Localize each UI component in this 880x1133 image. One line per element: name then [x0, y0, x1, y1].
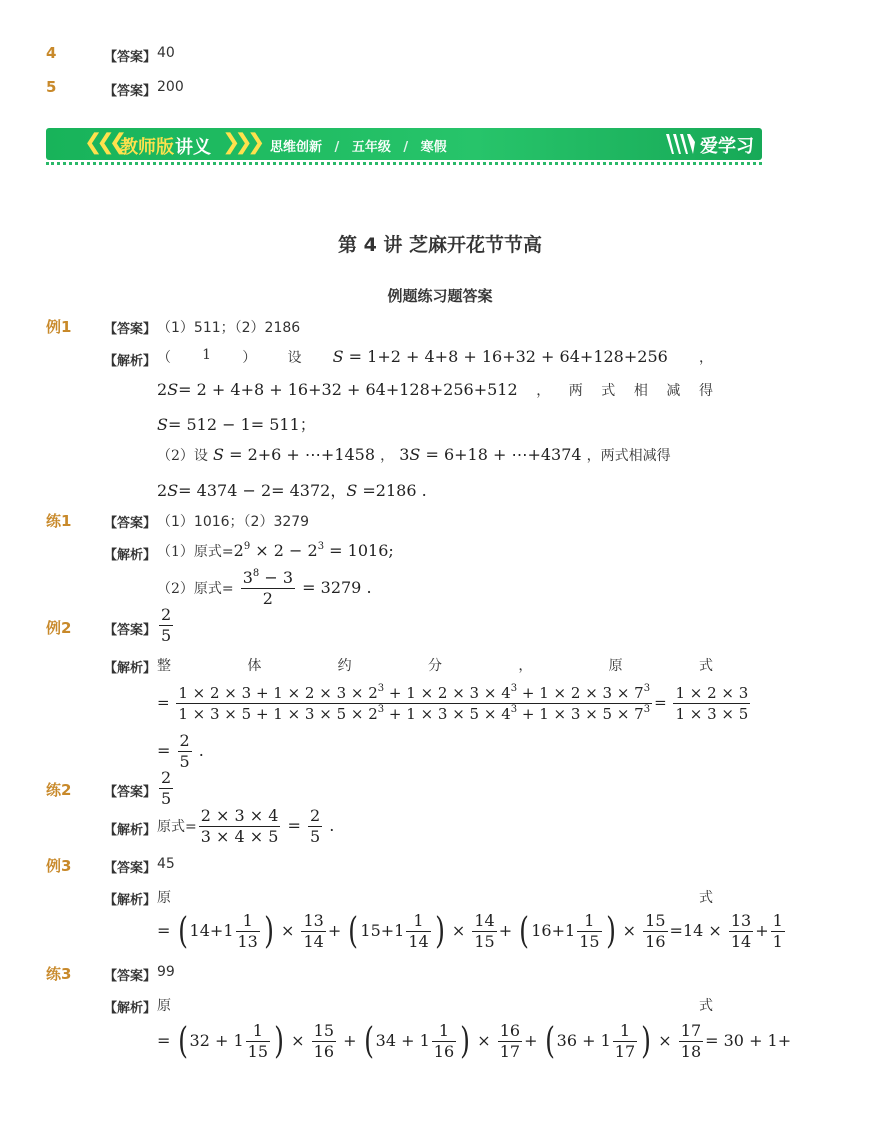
breadcrumb-item: 寒假	[420, 140, 447, 155]
chevrons-left-icon: ❮❮❮	[84, 130, 122, 155]
breadcrumb	[270, 136, 447, 155]
pr2-analysis-line1: 原式= $\frac{2 \times 3 \times 4}{3 \times 4 \times 5}$ = $\frac{2}{5}$ .	[157, 806, 335, 846]
answer-value: （1）511；（2）2186	[157, 320, 301, 336]
answer-value: $\frac{2}{5}$	[161, 605, 172, 645]
ex2-analysis-line2: = $\frac{1 \times 2 \times 3 + 1 \times 2 \times 3 \times 2^3 + 1 \times 2 \times 3 \times 4^3 + 1 \times 2 \times 3 \times 7^3}{1 \times 3 \times 5 + 1 \times 3 \times 5 \times 2^3 + 1 \times 3 \times 5 \times 4^3 + 1 \times 3 \times 5 \times 7^3}$ = $\frac{1 \times 2 \times 3}{1 \times 3 \times 5}$	[157, 683, 749, 723]
ex2-analysis-line3: = $\frac{2}{5}$ .	[157, 731, 204, 771]
analysis-tag: 【解析】	[104, 1001, 157, 1016]
item-number: 例2	[46, 619, 72, 637]
ex3-analysis-line1: 原 式	[157, 890, 713, 906]
answer-tag: 【答案】	[104, 84, 157, 99]
breadcrumb-sep: /	[334, 140, 340, 155]
answer-value: 99	[157, 964, 175, 980]
analysis-tag: 【解析】	[104, 354, 157, 369]
pr3-analysis-line1: 原 式	[157, 998, 713, 1014]
answer-tag: 【答案】	[104, 623, 157, 638]
ex1-analysis-line3: S= 512 − 1= 511；	[157, 415, 316, 434]
item-number: 例3	[46, 857, 72, 875]
answer-tag: 【答案】	[104, 861, 157, 876]
ex2-analysis-line1: 整 体 约 分 ， 原 式	[157, 658, 713, 674]
answer-tag: 【答案】	[104, 50, 157, 65]
banner-title-main: 教师版	[120, 137, 174, 158]
ex1-analysis-line2: 2S= 2 + 4+8 + 16+32 + 64+128+256+512 ， 两 式 相 减 得	[157, 380, 713, 399]
item-number: 练2	[46, 781, 72, 799]
answer-value: 45	[157, 856, 175, 872]
item-number: 练3	[46, 965, 72, 983]
logo-text: 爱学习	[700, 136, 754, 157]
pr3-analysis-line2: = ( 32 + 1 $\frac{1}{15}$ ) × $\frac{15}{16}$ + ( 34 + 1 $\frac{1}{16}$ ) × $\frac{16}{17}$ + ( 36 + 1 $\frac{1}{17}$ ) × $\frac{17}{18}$ = 30 + 1+	[157, 1020, 792, 1062]
answer-value: $\frac{2}{5}$	[161, 768, 172, 808]
answer-tag: 【答案】	[104, 785, 157, 800]
analysis-tag: 【解析】	[104, 661, 157, 676]
analysis-tag: 【解析】	[104, 823, 157, 838]
answer-value: 200	[157, 79, 184, 95]
chevrons-right-icon: ❯❯❯	[222, 130, 260, 155]
item-number: 练1	[46, 512, 72, 530]
pr1-analysis-line2: （2）原式= $\frac{3^8 - 3}{2}$ = 3279 .	[157, 568, 372, 608]
ex1-analysis-line1: （ 1 ） 设 S = 1+2 + 4+8 + 16+32 + 64+128+256 ，	[157, 347, 713, 366]
ex3-analysis-line2: = ( 14+1 $\frac{1}{13}$ ) × $\frac{13}{14}$ + ( 15+1 $\frac{1}{14}$ ) × $\frac{14}{15}$ + ( 16+1 $\frac{1}{15}$ ) × $\frac{15}{16}$ =14 × $\frac{13}{14}$ + $\frac{1}{1}$	[157, 910, 783, 952]
answer-value: （1）1016；（2）3279	[157, 514, 310, 530]
breadcrumb-item: 五年级	[351, 140, 391, 155]
header-banner	[46, 128, 762, 160]
analysis-tag: 【解析】	[104, 548, 157, 563]
section-title: 例题练习题答案	[387, 287, 493, 305]
analysis-tag: 【解析】	[104, 893, 157, 908]
breadcrumb-sep: /	[403, 140, 409, 155]
answer-value: 40	[157, 45, 175, 61]
answer-tag: 【答案】	[104, 516, 157, 531]
item-number: 例1	[46, 318, 72, 336]
item-number-4: 4	[46, 44, 57, 62]
lecture-title: 第 4 讲 芝麻开花节节高	[337, 234, 543, 256]
ex1-analysis-line4: （2）设 S = 2+6 + ⋯+1458 ， 3S = 6+18 + ⋯+4374 ，两式相减得	[157, 445, 671, 464]
item-number-5: 5	[46, 78, 57, 96]
answer-tag: 【答案】	[104, 322, 157, 337]
pr1-analysis-line1: （1）原式$=2^9 \times 2 - 2^3 = 1016$;	[157, 541, 394, 560]
banner-title-sub: 讲义	[175, 137, 211, 158]
answer-tag: 【答案】	[104, 969, 157, 984]
breadcrumb-item: 思维创新	[270, 140, 323, 155]
banner-divider	[46, 162, 762, 165]
ex1-analysis-line5: 2S= 4374 − 2= 4372，S =2186 .	[157, 481, 427, 500]
logo-icon	[664, 132, 696, 160]
